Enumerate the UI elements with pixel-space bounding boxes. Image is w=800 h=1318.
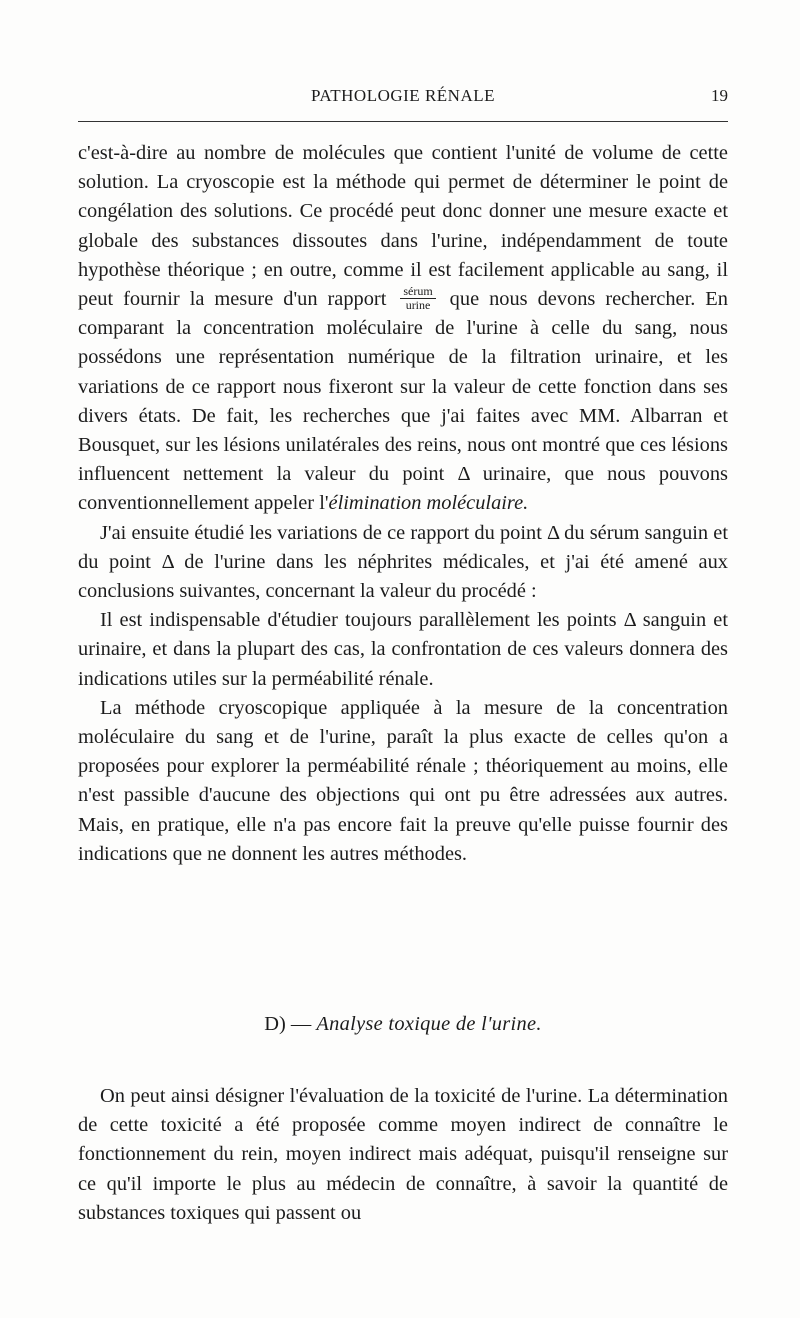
paragraph-1: [78, 139, 728, 519]
fraction-denominator: urine: [405, 297, 431, 312]
section-title-text: Analyse toxique de l'urine.: [316, 1013, 542, 1035]
page-header: [78, 80, 728, 114]
paragraph-1-text-a: c'est-à-dire au nombre de molécules que contient l'unité de volume de cette solution. La cryoscopie est la méthode qui permet de déterminer le point de congélation des solutions. Ce procédé peut donc donner une mesure exacte et globale des substances dissoutes dans l'urine, indépendamment de toute hypothèse théorique ; en outre, comme il est facilement applicable au sang, il peut fournir la mesure d'un rapport: [78, 142, 728, 311]
paragraph-4: La méthode cryoscopique appliquée à la mesure de la concentration moléculaire du sang et de l'urine, paraît la plus exacte de celles qu'on a proposées pour explorer la perméabilité rénale ; théoriquement au moins, elle n'est passible d'aucune des objections qui ont pu être adressées aux autres. Mais, en pratique, elle n'a pas encore fait la preuve qu'elle puisse fournir des indications que ne donnent les autres méthodes.: [78, 696, 728, 865]
section-label: D) —: [264, 1013, 317, 1035]
paragraph-3: Il est indispensable d'étudier toujours parallèlement les points Δ sanguin et urinaire, et dans la plupart des cas, la confrontation de ces valeurs donnera des indications utiles sur la perméabilité rénale.: [78, 609, 728, 690]
paragraph-1-text-b: que nous devons rechercher. En comparant la concentration moléculaire de l'urine à celle du sang, nous possédons une représentation numérique de la filtration urinaire, et les variations de ce rapport nous fixeront sur la valeur de cette fonction dans ses divers états. De fait, les recherches que j'ai faites avec MM. Albarran et Bousquet, sur les lésions unilatérales des reins, nous ont montré que ces lésions influencent nettement la valeur du point Δ urinaire, que nous pouvons conventionnellement appeler l': [78, 288, 728, 515]
running-title: PATHOLOGIE RÉNALE: [310, 86, 495, 105]
page-number: 19: [711, 86, 728, 105]
fraction-numerator: sérum: [400, 285, 435, 299]
section-heading: [78, 1013, 728, 1036]
paragraph-2: J'ai ensuite étudié les variations de ce rapport du point Δ du sérum sanguin et du point Δ de l'urine dans les néphrites médicales, et j'ai été amené aux conclusions suivantes, concernant la valeur du procédé :: [78, 521, 728, 603]
header-rule: [78, 121, 728, 122]
section-text: [78, 1082, 728, 1228]
main-text: [78, 139, 728, 869]
paragraph-1-italic: élimination moléculaire.: [328, 492, 529, 515]
serum-urine-fraction: [400, 285, 435, 312]
paragraph-5: On peut ainsi désigner l'évaluation de la toxicité de l'urine. La détermination de cette toxicité a été proposée comme moyen indirect de connaître le fonctionnement du rein, moyen indirect mais adéquat, puisqu'il renseigne sur ce qu'il importe le plus au médecin de connaître, à savoir la quantité de substances toxiques qui passent ou: [78, 1085, 728, 1224]
